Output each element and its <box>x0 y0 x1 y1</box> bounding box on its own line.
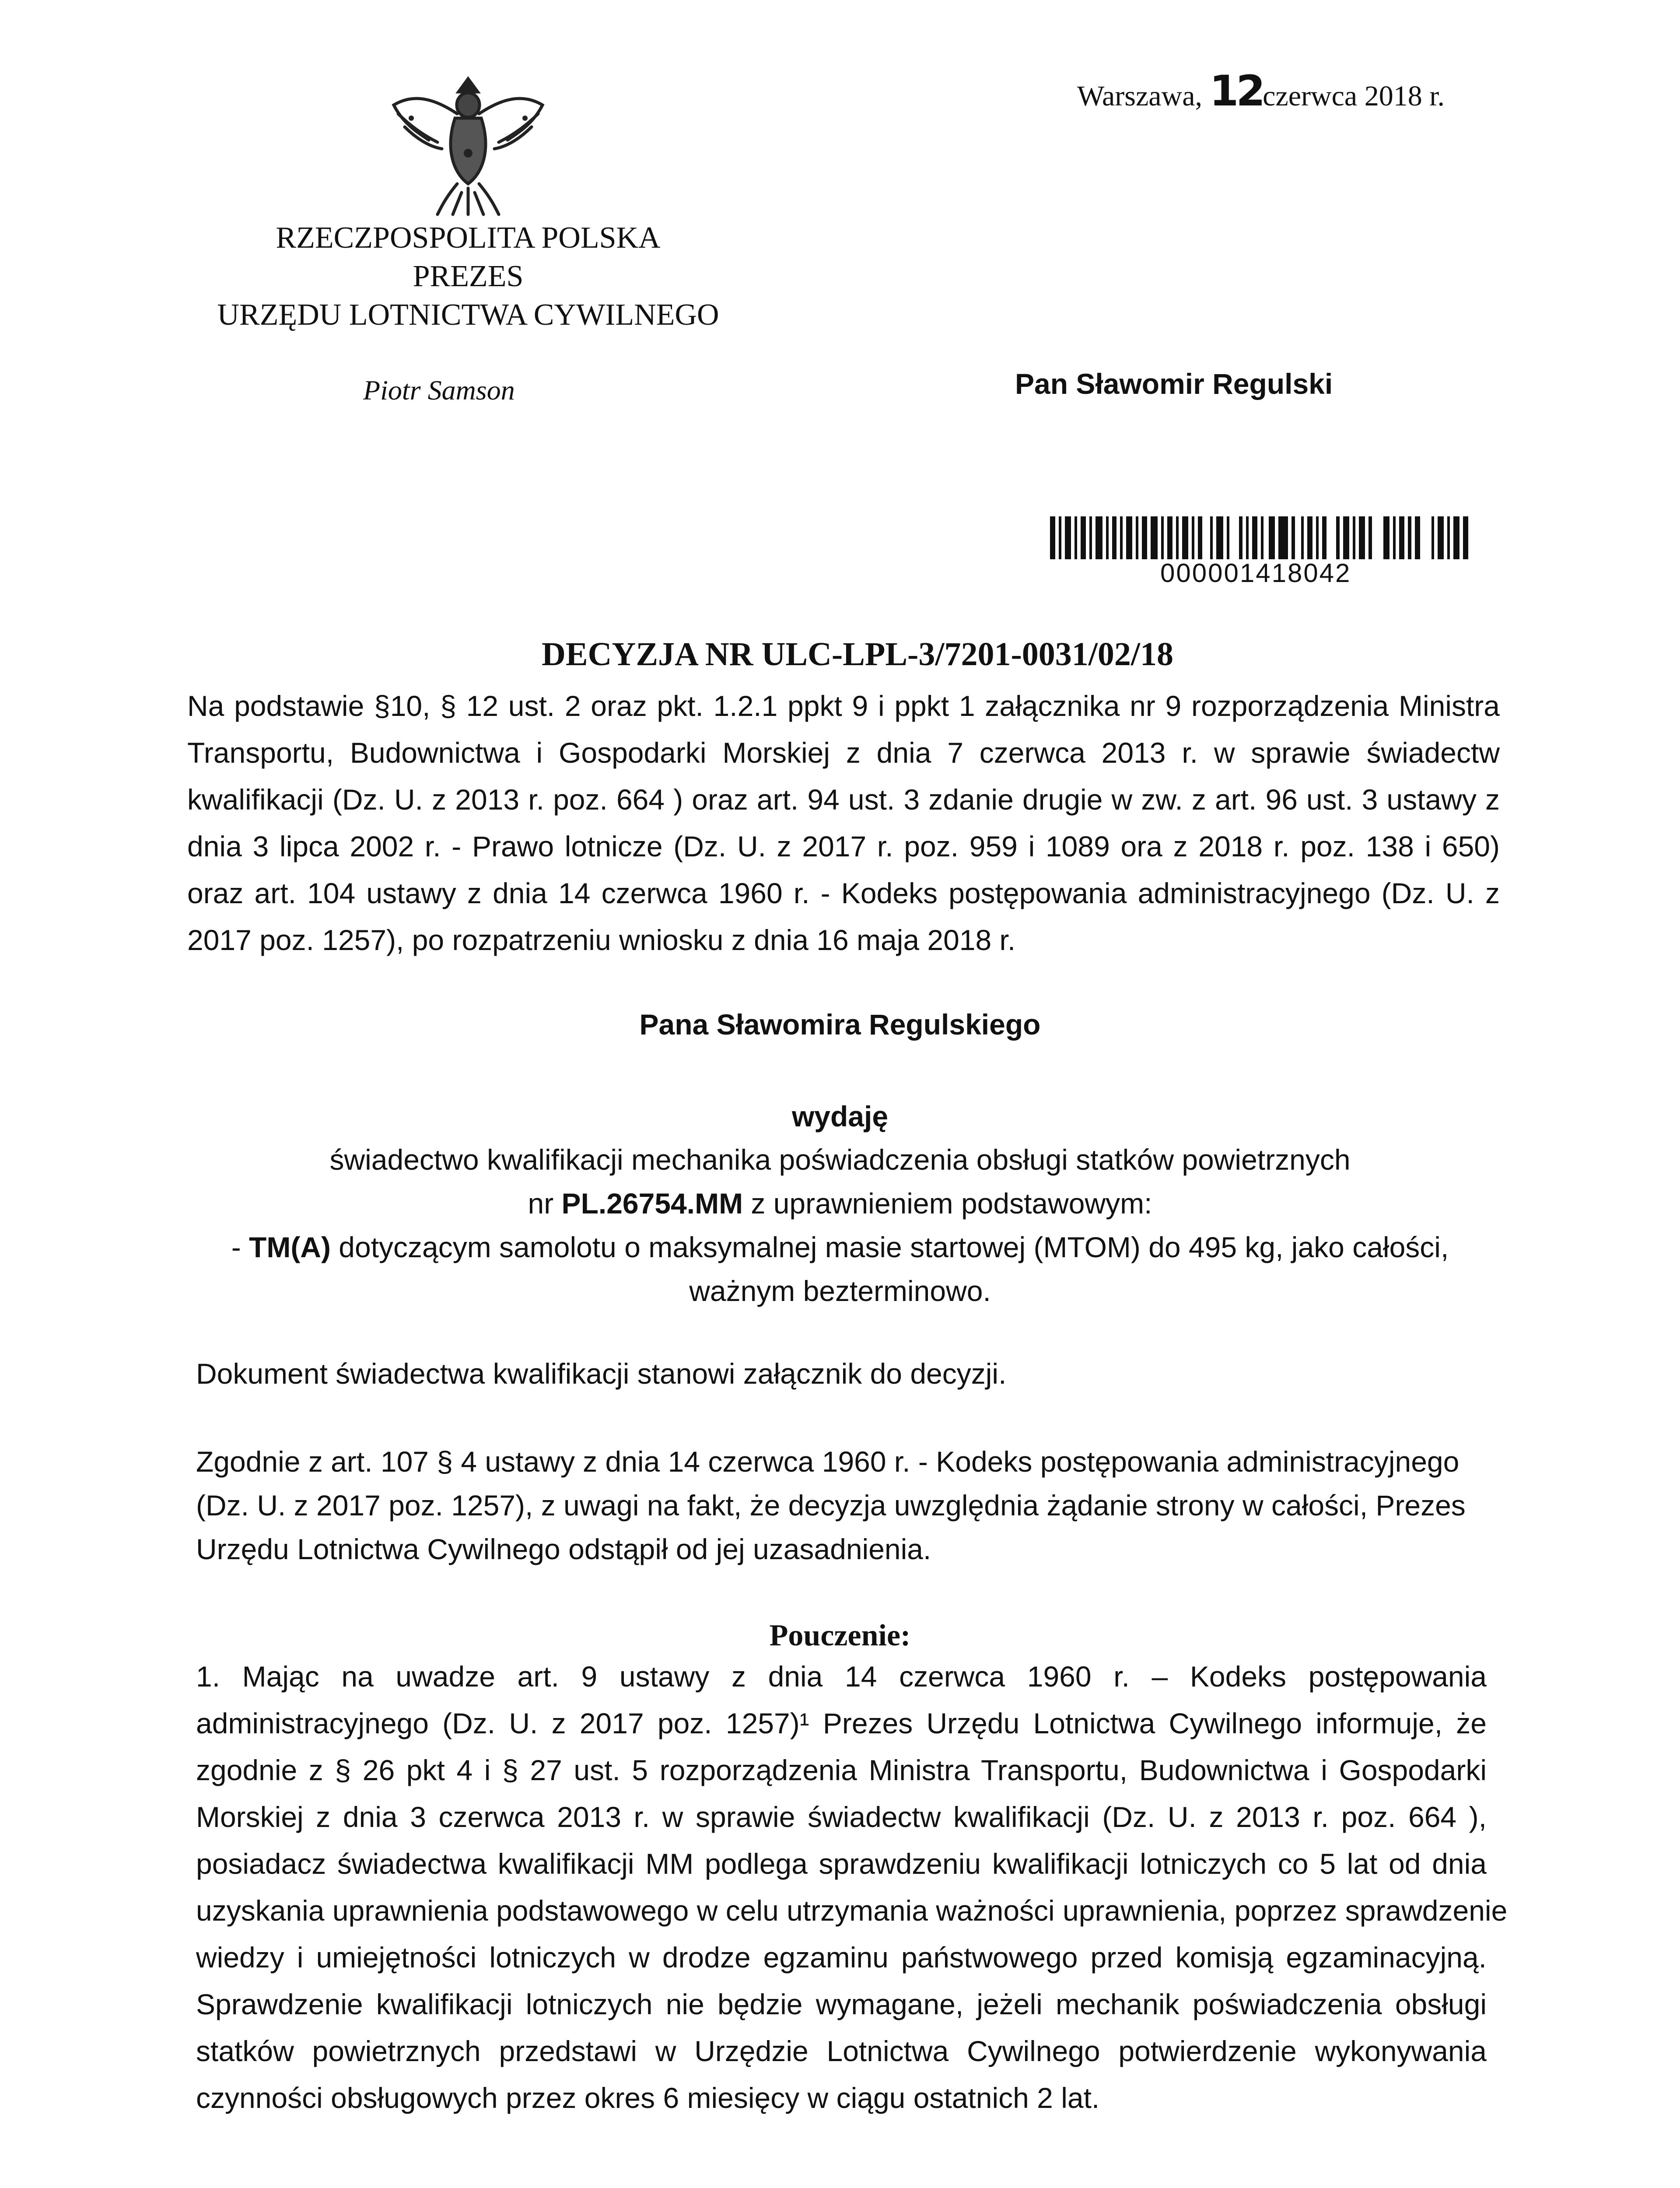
office-country: RZECZPOSPOLITA POLSKA <box>276 221 661 255</box>
instruction-line: statków powietrznych przedstawi w Urzędzie Lotnictwa Cywilnego potwierdzenie wykonywania <box>196 2035 1487 2067</box>
instruction-line: 1. Mając na uwadze art. 9 ustawy z dnia 14 czerwca 1960 r. – Kodeks postępowania <box>196 1660 1487 1693</box>
instruction-line: zgodnie z § 26 pkt 4 i § 27 ust. 5 rozporządzenia Ministra Transportu, Budownictwa i Gospodarki <box>196 1754 1487 1786</box>
legal-basis <box>187 683 1500 964</box>
recipient-name: Pan Sławomir Regulski <box>1015 368 1333 400</box>
polish-eagle-emblem <box>385 66 551 223</box>
date-day-handwritten: 12 <box>1209 67 1263 116</box>
grant-rating: TM(A) <box>249 1231 331 1263</box>
barcode <box>1050 516 1470 559</box>
grant-line <box>0 1182 1680 1225</box>
decision-verb: wydaję <box>791 1100 889 1133</box>
grant-number: PL.26754.MM <box>561 1187 743 1220</box>
legal-basis-line: dnia 3 lipca 2002 r. - Prawo lotnicze (Dz. U. z 2017 r. poz. 959 i 1089 ora z 2018 r. poz. 138 i 650) <box>187 830 1500 863</box>
legal-basis-line: Na podstawie §10, § 12 ust. 2 oraz pkt. 1.2.1 ppkt 9 i ppkt 1 załącznika nr 9 rozporządzenia Ministra <box>187 690 1500 722</box>
instruction-line: Sprawdzenie kwalifikacji lotniczych nie będzie wymagane, jeżeli mechanik poświadczenia obsługi <box>196 1988 1487 2020</box>
legal-basis-line: oraz art. 104 ustawy z dnia 14 czerwca 1960 r. - Kodeks postępowania administracyjnego (Dz. U. z <box>187 877 1500 909</box>
grant-rating-suffix: dotyczącym samolotu o maksymalnej masie startowej (MTOM) do 495 kg, jako całości, <box>330 1231 1449 1263</box>
attachment-note: Dokument świadectwa kwalifikacji stanowi załącznik do decyzji. <box>196 1357 1007 1390</box>
instruction-body <box>196 1653 1508 2121</box>
instruction-line: administracyjnego (Dz. U. z 2017 poz. 1257)¹ Prezes Urzędu Lotnictwa Cywilnego informuje, że <box>196 1707 1487 1739</box>
grant-number-prefix: nr <box>528 1187 562 1220</box>
grant-block <box>0 1138 1680 1313</box>
grant-line: ważnym bezterminowo. <box>689 1275 991 1307</box>
decision-title: DECYZJA NR ULC-LPL-3/7201-0031/02/18 <box>541 636 1174 673</box>
instruction-line: czynności obsługowych przez okres 6 miesięcy w ciągu ostatnich 2 lat. <box>196 2082 1100 2114</box>
legal-basis-line: 2017 poz. 1257), po rozpatrzeniu wniosku z dnia 16 maja 2018 r. <box>187 924 1016 956</box>
instruction-heading: Pouczenie: <box>769 1619 911 1652</box>
addressee: Pana Sławomira Regulskiego <box>639 1008 1041 1041</box>
barcode-number: 000001418042 <box>1160 558 1351 588</box>
grant-rating-prefix: - <box>231 1231 249 1263</box>
justification-line: Zgodnie z art. 107 § 4 ustawy z dnia 14 czerwca 1960 r. - Kodeks postępowania administracyjnego <box>196 1445 1460 1478</box>
date-suffix: czerwca 2018 r. <box>1263 80 1445 112</box>
place-date <box>1077 65 1445 117</box>
date-prefix: Warszawa, <box>1077 80 1210 112</box>
grant-line: świadectwo kwalifikacji mechanika poświadczenia obsługi statków powietrznych <box>329 1143 1351 1176</box>
office-title: PREZES <box>413 259 524 293</box>
justification <box>196 1440 1474 1571</box>
signatory-name: Piotr Samson <box>363 375 515 406</box>
instruction-line: Morskiej z dnia 3 czerwca 2013 r. w sprawie świadectw kwalifikacji (Dz. U. z 2013 r. poz. 664 ), <box>196 1801 1487 1833</box>
office-name: URZĘDU LOTNICTWA CYWILNEGO <box>217 298 719 332</box>
grant-number-suffix: z uprawnieniem podstawowym: <box>743 1187 1152 1220</box>
justification-line: Urzędu Lotnictwa Cywilnego odstąpił od jej uzasadnienia. <box>196 1533 931 1565</box>
legal-basis-line: Transportu, Budownictwa i Gospodarki Morskiej z dnia 7 czerwca 2013 r. w sprawie świadectw <box>187 736 1500 769</box>
justification-line: (Dz. U. z 2017 poz. 1257), z uwagi na fakt, że decyzja uwzględnia żądanie strony w całości, Prezes <box>196 1489 1466 1522</box>
grant-line <box>0 1225 1680 1269</box>
legal-basis-line: kwalifikacji (Dz. U. z 2013 r. poz. 664 ) oraz art. 94 ust. 3 zdanie drugie w zw. z art. 96 ust. 3 ustawy z <box>187 783 1500 816</box>
office-block <box>166 219 770 334</box>
instruction-line: posiadacz świadectwa kwalifikacji MM podlega sprawdzeniu kwalifikacji lotniczych co 5 lat od dnia <box>196 1848 1487 1880</box>
instruction-line: wiedzy i umiejętności lotniczych w drodze egzaminu państwowego przed komisją egzaminacyjną. <box>196 1941 1487 1974</box>
instruction-line: uzyskania uprawnienia podstawowego w celu utrzymania ważności uprawnienia, poprzez sprawdzenie <box>196 1894 1508 1927</box>
